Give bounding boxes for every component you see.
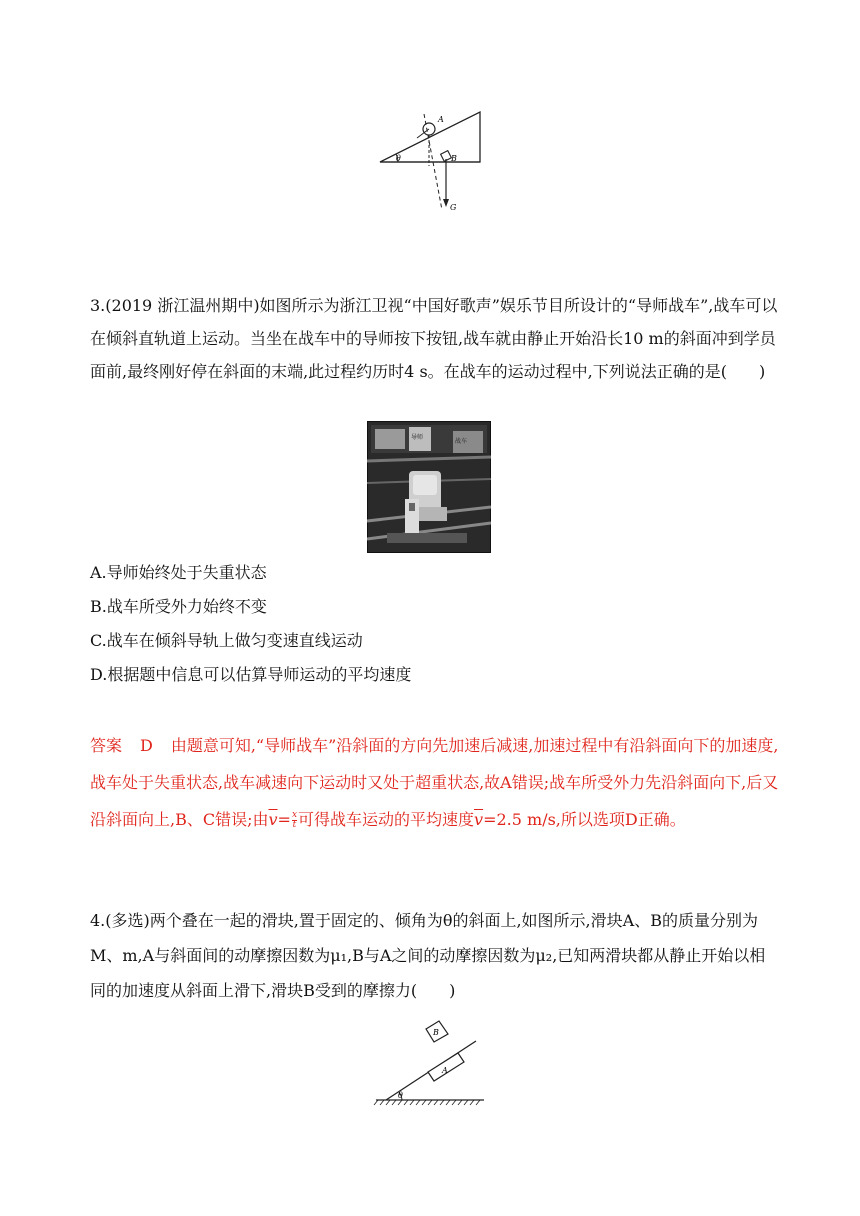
answer-text-2: 可得战车运动的平均速度: [298, 810, 475, 829]
svg-text:θ: θ: [396, 154, 401, 163]
svg-text:B: B: [433, 1028, 439, 1037]
svg-text:θ: θ: [398, 1091, 403, 1100]
incline-force-diagram: [372, 104, 492, 218]
svg-text:G: G: [450, 203, 457, 212]
question-3-stem: 3.(2019 浙江温州期中)如图所示为浙江卫视“中国好歌声”娱乐节目所设计的“导师战车”,战车可以在倾斜直轨道上运动。当坐在战车中的导师按下按钮,战车就由静止开始沿长10 m的斜面冲到学员面前,最终刚好停在斜面的末端,此过程约历时4 s。在战车的运动过程中,下列说法正确的是( ): [90, 296, 778, 381]
option-c: C.战车在倾斜导轨上做匀变速直线运动: [90, 631, 363, 650]
svg-text:战车: 战车: [455, 438, 468, 445]
svg-text:A: A: [442, 1066, 448, 1075]
question-4-stem: 4.(多选)两个叠在一起的滑块,置于固定的、倾角为θ的斜面上,如图所示,滑块A、B的质量分别为M、m,A与斜面间的动摩擦因数为μ₁,B与A之间的动摩擦因数为μ₂,已知两滑块都从静止开始以相同的加速度从斜面上滑下,滑块B受到的摩擦力( ): [90, 911, 766, 1000]
option-a: A.导师始终处于失重状态: [90, 563, 267, 582]
answer-label: 答案: [90, 736, 123, 755]
svg-text:B: B: [451, 154, 457, 163]
answer-text-1: 由题意可知,“导师战车”沿斜面的方向先加速后减速,加速过程中有沿斜面向下的加速度,战车处于失重状态,战车减速向下运动时又处于超重状态,故A错误;战车所受外力先沿斜面向下,后又沿斜面向上,B、C错误;由: [90, 736, 779, 829]
average-velocity-symbol: $\overline{v}$: [268, 810, 278, 829]
stacked-blocks-diagram: [372, 1013, 488, 1109]
answer-text-3: =2.5 m/s,所以选项D正确。: [483, 810, 686, 829]
option-d: D.根据题中信息可以估算导师运动的平均速度: [90, 665, 412, 684]
answer-choice: D: [140, 736, 153, 755]
answer-explanation: 答案 D 由题意可知,“导师战车”沿斜面的方向先加速后减速,加速过程中有沿斜面向下的加速度,战车处于失重状态,战车减速向下运动时又处于超重状态,故A错误;战车所受外力先沿斜面向下,后又沿斜面向上,B、C错误;由$\overline{v}=$ $\frac{x}{t}$ 可得战车运动的平均速度$\overline{v}=2.5$ m/s,所以选项D正确。: [90, 736, 779, 830]
average-velocity-symbol-2: $\overline{v}$: [474, 810, 484, 829]
mentor-chariot-photo: [367, 421, 491, 553]
svg-text:A: A: [438, 115, 444, 124]
x-over-t-fraction: $\frac{x}{t}$: [291, 810, 298, 830]
svg-text:导师: 导师: [411, 434, 424, 441]
option-b: B.战车所受外力始终不变: [90, 597, 267, 616]
